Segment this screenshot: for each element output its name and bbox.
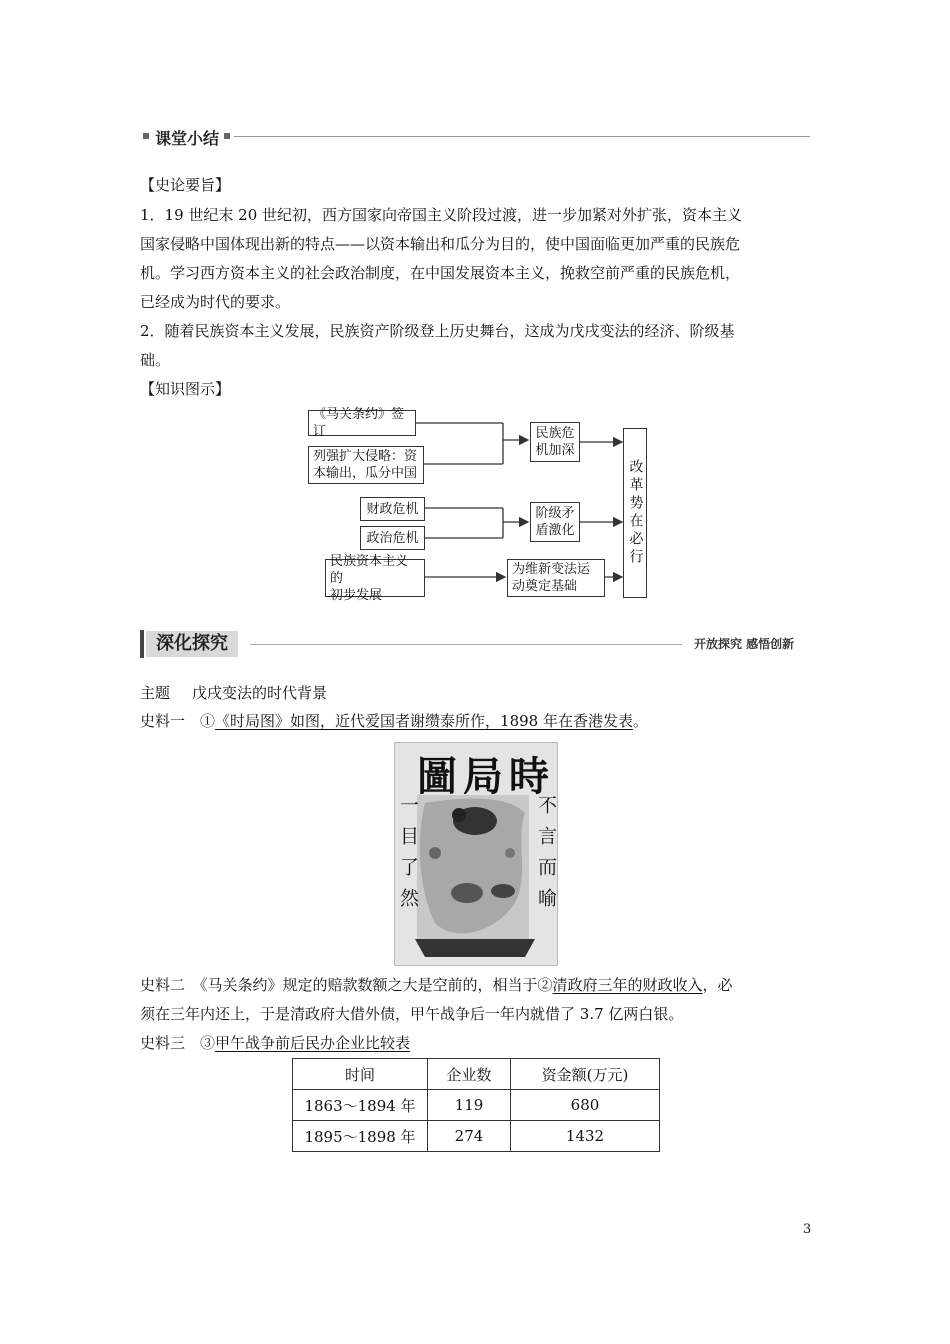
box-political-crisis: 政治危机 — [360, 526, 425, 550]
explore-header-right: 开放探究 感悟创新 — [694, 637, 795, 651]
explore-header-bar — [140, 630, 144, 658]
enterprise-table — [292, 1058, 660, 1152]
source3-line: 史料三 ③甲午战争前后民办企业比较表 — [140, 1034, 411, 1052]
table-row — [293, 1121, 660, 1152]
box-powers-aggression: 列强扩大侵略：资 本输出，瓜分中国 — [308, 446, 424, 484]
shilun-p1-line2: 国家侵略中国体现出新的特点——以资本输出和瓜分为目的，使中国面临更加严重的民族危 — [140, 235, 741, 253]
box-reform-inevitable: 改革势在必行 — [623, 428, 647, 598]
explore-header-title: 深化探究 — [146, 631, 238, 657]
table-header-row — [293, 1059, 660, 1090]
box-national-capitalism: 民族资本主义的 初步发展 — [325, 559, 425, 597]
shilun-p1-line1: 1．19 世纪末 20 世纪初，西方国家向帝国主义阶段过渡，进一步加紧对外扩张，资本主义 — [140, 206, 743, 224]
shijutu-cartoon — [394, 742, 558, 966]
cartoon-left-caption: 一目了然 — [397, 795, 419, 919]
table-cell: 680 — [511, 1090, 660, 1121]
summary-header-rule — [234, 136, 810, 137]
table-header-cell: 企业数 — [428, 1059, 511, 1090]
box-class-conflict: 阶级矛 盾激化 — [530, 502, 580, 542]
box-maguan-treaty: 《马关条约》签订 — [308, 410, 416, 436]
header-square-left — [143, 133, 149, 139]
table-cell: 1863～1894 年 — [293, 1090, 428, 1121]
topic-label: 主题 — [140, 684, 171, 702]
source1-label: 史料一 — [140, 712, 186, 730]
shilun-p2-line2: 础。 — [140, 351, 171, 369]
source1-text: 《时局图》如图，近代爱国者谢缵泰所作，1898 年在香港发表 — [215, 712, 633, 730]
table-header-cell: 资金额(万元) — [511, 1059, 660, 1090]
table-header-cell: 时间 — [293, 1059, 428, 1090]
table-row — [293, 1090, 660, 1121]
summary-header-title: 课堂小结 — [155, 129, 220, 148]
source2-line1: 史料二 《马关条约》规定的赔款数额之大是空前的，相当于②清政府三年的财政收入，必 — [140, 976, 733, 994]
source1-marker: ① — [200, 712, 216, 730]
topic-text: 戊戌变法的时代背景 — [192, 684, 328, 702]
source3-text: 甲午战争前后民办企业比较表 — [215, 1034, 411, 1052]
box-reform-foundation: 为维新变法运 动奠定基础 — [507, 559, 605, 597]
shilun-heading: 【史论要旨】 — [140, 176, 231, 194]
cartoon-right-caption: 不言而喻 — [535, 795, 557, 919]
cartoon-title: 圖局時 — [417, 753, 555, 800]
table-cell: 119 — [428, 1090, 511, 1121]
source3-label: 史料三 — [140, 1034, 186, 1052]
page-number: 3 — [803, 1222, 812, 1237]
table-cell: 1432 — [511, 1121, 660, 1152]
source2-line2: 须在三年内还上，于是清政府大借外债，甲午战争后一年内就借了 3.7 亿两白银。 — [140, 1005, 684, 1023]
box-national-crisis: 民族危 机加深 — [530, 422, 580, 462]
box-fiscal-crisis: 财政危机 — [360, 497, 425, 521]
shilun-p1-line4: 已经成为时代的要求。 — [140, 293, 291, 311]
explore-header-rule — [250, 644, 682, 645]
source1-line: 史料一 ①《时局图》如图，近代爱国者谢缵泰所作，1898 年在香港发表。 — [140, 712, 649, 730]
zhishi-heading: 【知识图示】 — [140, 380, 231, 398]
knowledge-diagram — [300, 404, 660, 603]
header-square-right — [224, 133, 230, 139]
shilun-p1-line3: 机。学习西方资本主义的社会政治制度，在中国发展资本主义，挽救空前严重的民族危机， — [140, 264, 741, 282]
table-cell: 274 — [428, 1121, 511, 1152]
shilun-p2-line1: 2．随着民族资本主义发展，民族资产阶级登上历史舞台，这成为戊戌变法的经济、阶级基 — [140, 322, 735, 340]
table-cell: 1895～1898 年 — [293, 1121, 428, 1152]
